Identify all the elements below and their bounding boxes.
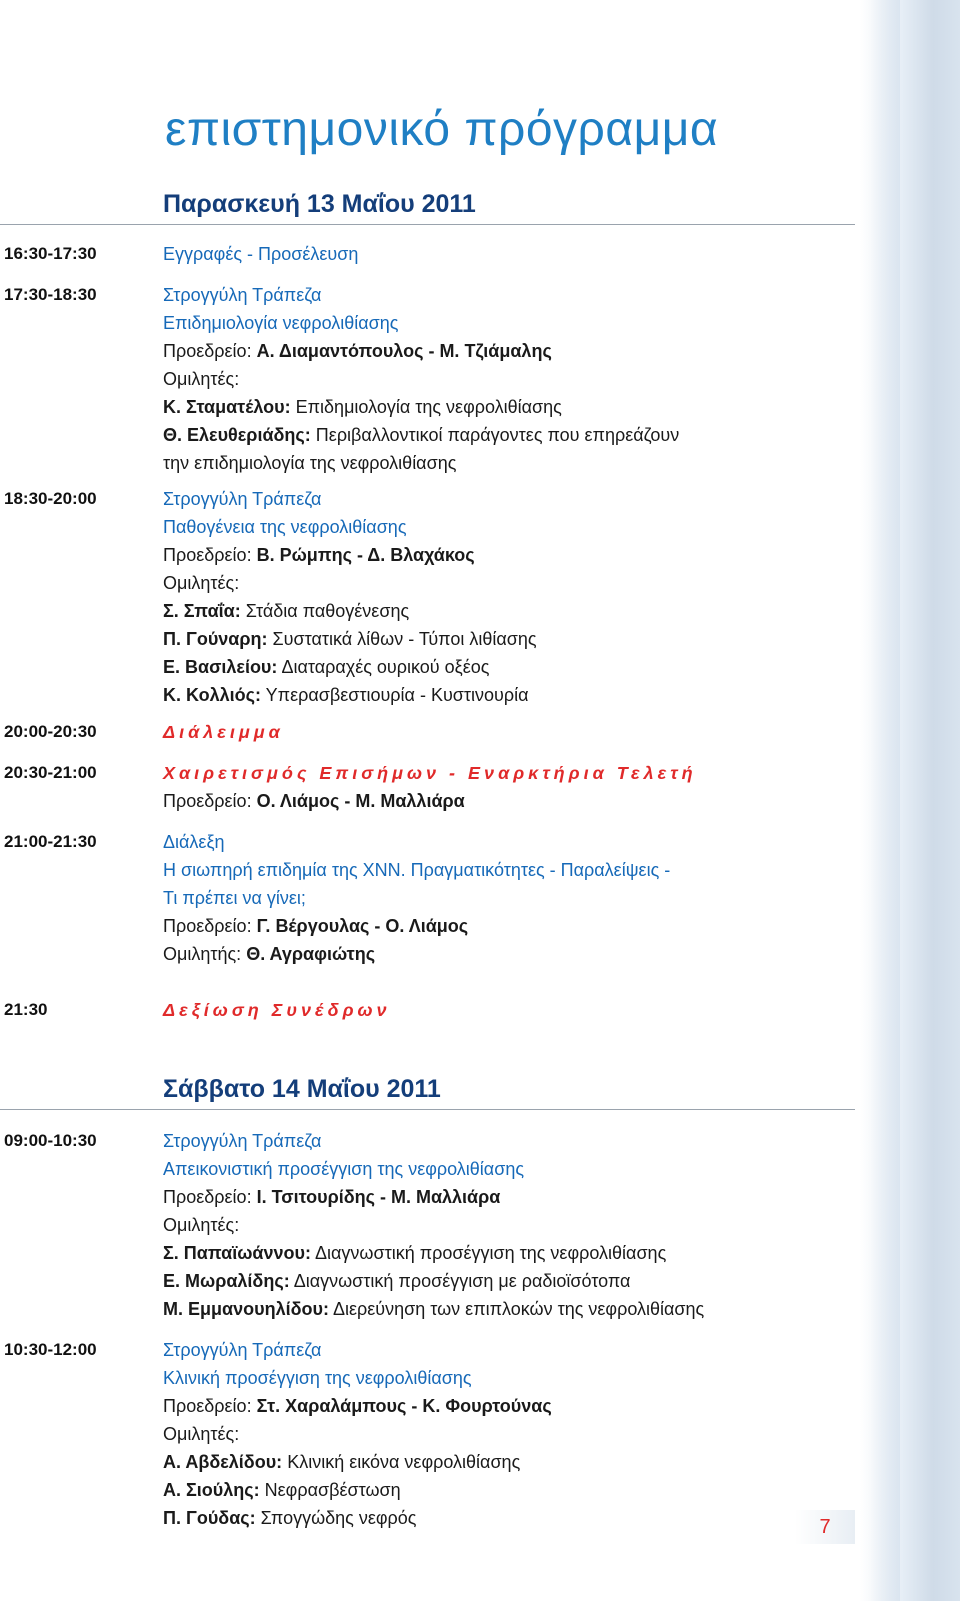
day-heading-friday: Παρασκευή 13 Μαΐου 2011 xyxy=(163,190,476,218)
session-title: Διάλεξη xyxy=(163,832,225,852)
page-number: 7 xyxy=(795,1510,855,1544)
talk-line xyxy=(163,681,783,709)
speakers-label: Ομιλητές: xyxy=(163,1424,240,1444)
speaker-name: Κ. Σταματέλου: xyxy=(163,397,291,417)
speaker-name: Θ. Ελευθεριάδης: xyxy=(163,425,311,445)
chair-label: Προεδρείο: xyxy=(163,341,252,361)
speaker-name: Κ. Κολλιός: xyxy=(163,685,261,705)
speaker-name: Ε. Βασιλείου: xyxy=(163,657,278,677)
speaker-name: Σ. Παπαϊωάννου: xyxy=(163,1243,311,1263)
chair-line xyxy=(163,787,783,815)
reception-title: Δεξίωση Συνέδρων xyxy=(163,1000,391,1020)
chair-label: Προεδρείο: xyxy=(163,916,252,936)
session-time: 21:00-21:30 xyxy=(4,832,97,851)
session-title: Στρογγύλη Τράπεζα xyxy=(163,1131,322,1151)
session-time: 20:30-21:00 xyxy=(4,763,97,782)
talk-topic: Επιδημιολογία της νεφρολιθίασης xyxy=(295,397,562,417)
talk-topic: Διαγνωστική προσέγγιση της νεφρολιθίασης xyxy=(315,1243,667,1263)
speaker-name: Ε. Μωραλίδης: xyxy=(163,1271,290,1291)
talk-line xyxy=(163,1448,783,1476)
talk-line xyxy=(163,393,783,421)
speaker-name: Θ. Αγραφιώτης xyxy=(246,944,376,964)
chair-names: Ο. Λιάμος - Μ. Μαλλιάρα xyxy=(256,791,465,811)
chair-label: Προεδρείο: xyxy=(163,791,252,811)
chair-names: Α. Διαμαντόπουλος - Μ. Τζιάμαλης xyxy=(256,341,552,361)
speaker-name: Α. Αβδελίδου: xyxy=(163,1452,283,1472)
speakers-label: Ομιλητές: xyxy=(163,1215,240,1235)
ceremony-title: Χαιρετισμός Επισήμων - Εναρκτήρια Τελετή xyxy=(163,763,697,783)
speaker-name: Σ. Σπαΐα: xyxy=(163,601,241,621)
talk-topic: Υπερασβεστιουρία - Κυστινουρία xyxy=(265,685,529,705)
talk-line xyxy=(163,1295,783,1323)
session-subtitle: Κλινική προσέγγιση της νεφρολιθίασης xyxy=(163,1368,472,1388)
talk-line xyxy=(163,1239,783,1267)
session-time: 10:30-12:00 xyxy=(4,1340,97,1359)
break-title: Διάλειμμα xyxy=(163,722,284,742)
session-title: Στρογγύλη Τράπεζα xyxy=(163,1340,322,1360)
talk-topic-continued: την επιδημιολογία της νεφρολιθίασης xyxy=(163,453,457,473)
speaker-line xyxy=(163,940,783,968)
day-divider xyxy=(0,1109,855,1110)
speakers-label: Ομιλητές: xyxy=(163,573,240,593)
chair-label: Προεδρείο: xyxy=(163,1187,252,1207)
talk-line xyxy=(163,653,783,681)
talk-topic: Σπογγώδης νεφρός xyxy=(260,1508,417,1528)
talk-line xyxy=(163,625,783,653)
session-title: Στρογγύλη Τράπεζα xyxy=(163,285,322,305)
session-subtitle-continued: Τι πρέπει να γίνει; xyxy=(163,888,306,908)
chair-names: Ι. Τσιτουρίδης - Μ. Μαλλιάρα xyxy=(256,1187,501,1207)
chair-label: Προεδρείο: xyxy=(163,1396,252,1416)
talk-topic: Περιβαλλοντικοί παράγοντες που επηρεάζουν xyxy=(315,425,680,445)
page-title: επιστημονικό πρόγραμμα xyxy=(165,103,719,156)
talk-line xyxy=(163,1504,783,1532)
day-heading-saturday: Σάββατο 14 Μαΐου 2011 xyxy=(163,1075,441,1103)
chair-names: Β. Ρώμπης - Δ. Βλαχάκος xyxy=(256,545,475,565)
speaker-name: Π. Γούναρη: xyxy=(163,629,268,649)
speaker-name: Π. Γούδας: xyxy=(163,1508,256,1528)
chair-names: Γ. Βέργουλας - Ο. Λιάμος xyxy=(256,916,469,936)
session-title: Εγγραφές - Προσέλευση xyxy=(163,244,359,264)
session-subtitle: Η σιωπηρή επιδημία της ΧΝΝ. Πραγματικότητες - Παραλείψεις - xyxy=(163,860,671,880)
session-time: 09:00-10:30 xyxy=(4,1131,97,1150)
chair-line xyxy=(163,541,783,569)
session-time: 18:30-20:00 xyxy=(4,489,97,508)
speakers-label: Ομιλητές: xyxy=(163,369,240,389)
session-time: 16:30-17:30 xyxy=(4,244,97,263)
talk-line xyxy=(163,597,783,625)
session-time: 17:30-18:30 xyxy=(4,285,97,304)
session-time: 20:00-20:30 xyxy=(4,722,97,741)
talk-topic: Νεφρασβέστωση xyxy=(264,1480,401,1500)
session-time: 21:30 xyxy=(4,1000,48,1019)
chair-line xyxy=(163,337,783,365)
talk-line xyxy=(163,1267,783,1295)
talk-topic: Διαγνωστική προσέγγιση με ραδιοϊσότοπα xyxy=(293,1271,631,1291)
talk-topic: Στάδια παθογένεσης xyxy=(245,601,410,621)
speaker-name: Α. Σιούλης: xyxy=(163,1480,260,1500)
talk-topic: Διαταραχές ουρικού οξέος xyxy=(281,657,490,677)
chair-names: Στ. Χαραλάμπους - Κ. Φουρτούνας xyxy=(256,1396,552,1416)
talk-topic: Συστατικά λίθων - Τύποι λιθίασης xyxy=(272,629,537,649)
session-subtitle: Επιδημιολογία νεφρολιθίασης xyxy=(163,313,399,333)
chair-line xyxy=(163,912,783,940)
background-decoration-inner xyxy=(860,0,900,1601)
talk-topic: Διερεύνηση των επιπλοκών της νεφρολιθίασης xyxy=(332,1299,705,1319)
speaker-name: Μ. Εμμανουηλίδου: xyxy=(163,1299,329,1319)
session-subtitle: Παθογένεια της νεφρολιθίασης xyxy=(163,517,407,537)
chair-line xyxy=(163,1392,783,1420)
chair-line xyxy=(163,1183,783,1211)
speaker-label: Ομιλητής: xyxy=(163,944,242,964)
talk-line xyxy=(163,1476,783,1504)
chair-label: Προεδρείο: xyxy=(163,545,252,565)
session-subtitle: Απεικονιστική προσέγγιση της νεφρολιθίασης xyxy=(163,1159,525,1179)
day-divider xyxy=(0,224,855,225)
talk-line xyxy=(163,421,783,449)
session-title: Στρογγύλη Τράπεζα xyxy=(163,489,322,509)
talk-topic: Κλινική εικόνα νεφρολιθίασης xyxy=(287,1452,521,1472)
